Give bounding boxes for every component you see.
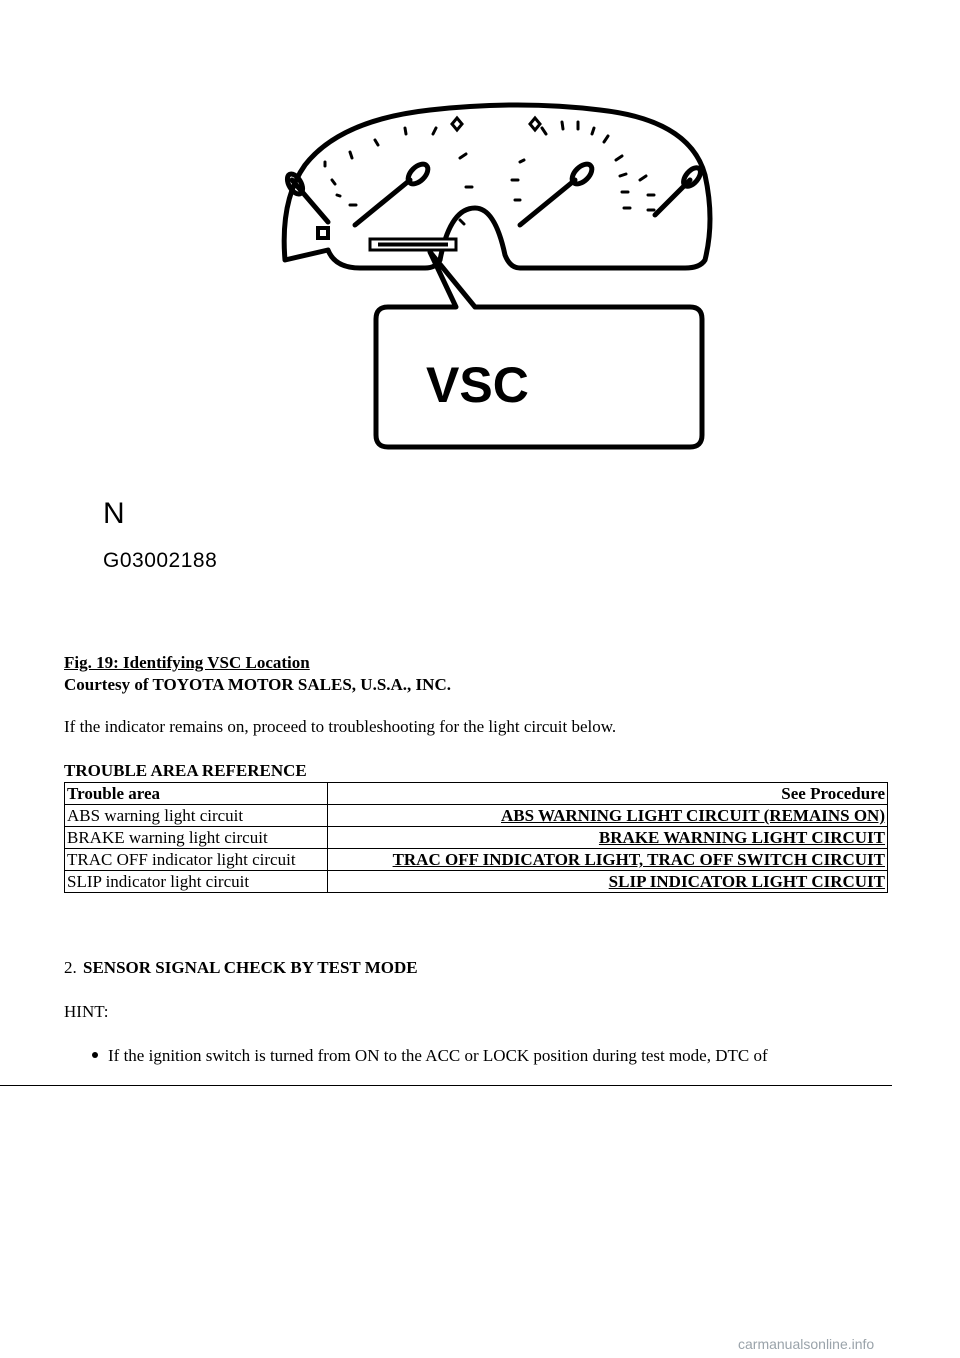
bullet-text: If the ignition switch is turned from ON to the ACC or LOCK position during test mode, DTC of xyxy=(108,1046,768,1065)
step-heading xyxy=(64,958,418,978)
figure-caption xyxy=(64,652,451,696)
trouble-area-cell: SLIP indicator light circuit xyxy=(65,871,328,893)
table-row xyxy=(65,827,888,849)
hint-label: HINT: xyxy=(64,1002,109,1021)
procedure-link[interactable]: BRAKE WARNING LIGHT CIRCUIT xyxy=(328,827,888,849)
table-row xyxy=(65,871,888,893)
trouble-area-cell: TRAC OFF indicator light circuit xyxy=(65,849,328,871)
trouble-area-cell: BRAKE warning light circuit xyxy=(65,827,328,849)
bullet-icon xyxy=(92,1052,98,1058)
cluster-outline xyxy=(284,105,710,268)
table-row xyxy=(65,849,888,871)
figure-caption-courtesy: Courtesy of TOYOTA MOTOR SALES, U.S.A., INC. xyxy=(64,675,451,694)
vsc-location-figure xyxy=(100,80,740,580)
table-header-row xyxy=(65,783,888,805)
page-divider xyxy=(0,1085,892,1086)
header-trouble-area: Trouble area xyxy=(65,783,328,805)
paragraph-indicator: If the indicator remains on, proceed to troubleshooting for the light circuit below. xyxy=(64,717,617,736)
procedure-link[interactable]: TRAC OFF INDICATOR LIGHT, TRAC OFF SWITCH CIRCUIT xyxy=(328,849,888,871)
step-number: 2. xyxy=(64,958,77,977)
trouble-area-table xyxy=(64,782,888,893)
procedure-link[interactable]: ABS WARNING LIGHT CIRCUIT (REMAINS ON) xyxy=(328,805,888,827)
figure-id: G03002188 xyxy=(103,549,218,572)
header-see-procedure: See Procedure xyxy=(328,783,888,805)
vsc-callout-text: VSC xyxy=(426,357,529,413)
list-item xyxy=(92,1046,768,1066)
section-title: TROUBLE AREA REFERENCE xyxy=(64,761,307,780)
trouble-area-cell: ABS warning light circuit xyxy=(65,805,328,827)
figure-label-n: N xyxy=(103,497,125,530)
instrument-cluster-drawing xyxy=(100,80,740,460)
watermark: carmanualsonline.info xyxy=(738,1336,875,1352)
figure-caption-title[interactable]: Fig. 19: Identifying VSC Location xyxy=(64,653,310,672)
table-row xyxy=(65,805,888,827)
step-title: SENSOR SIGNAL CHECK BY TEST MODE xyxy=(83,958,418,977)
procedure-link[interactable]: SLIP INDICATOR LIGHT CIRCUIT xyxy=(328,871,888,893)
